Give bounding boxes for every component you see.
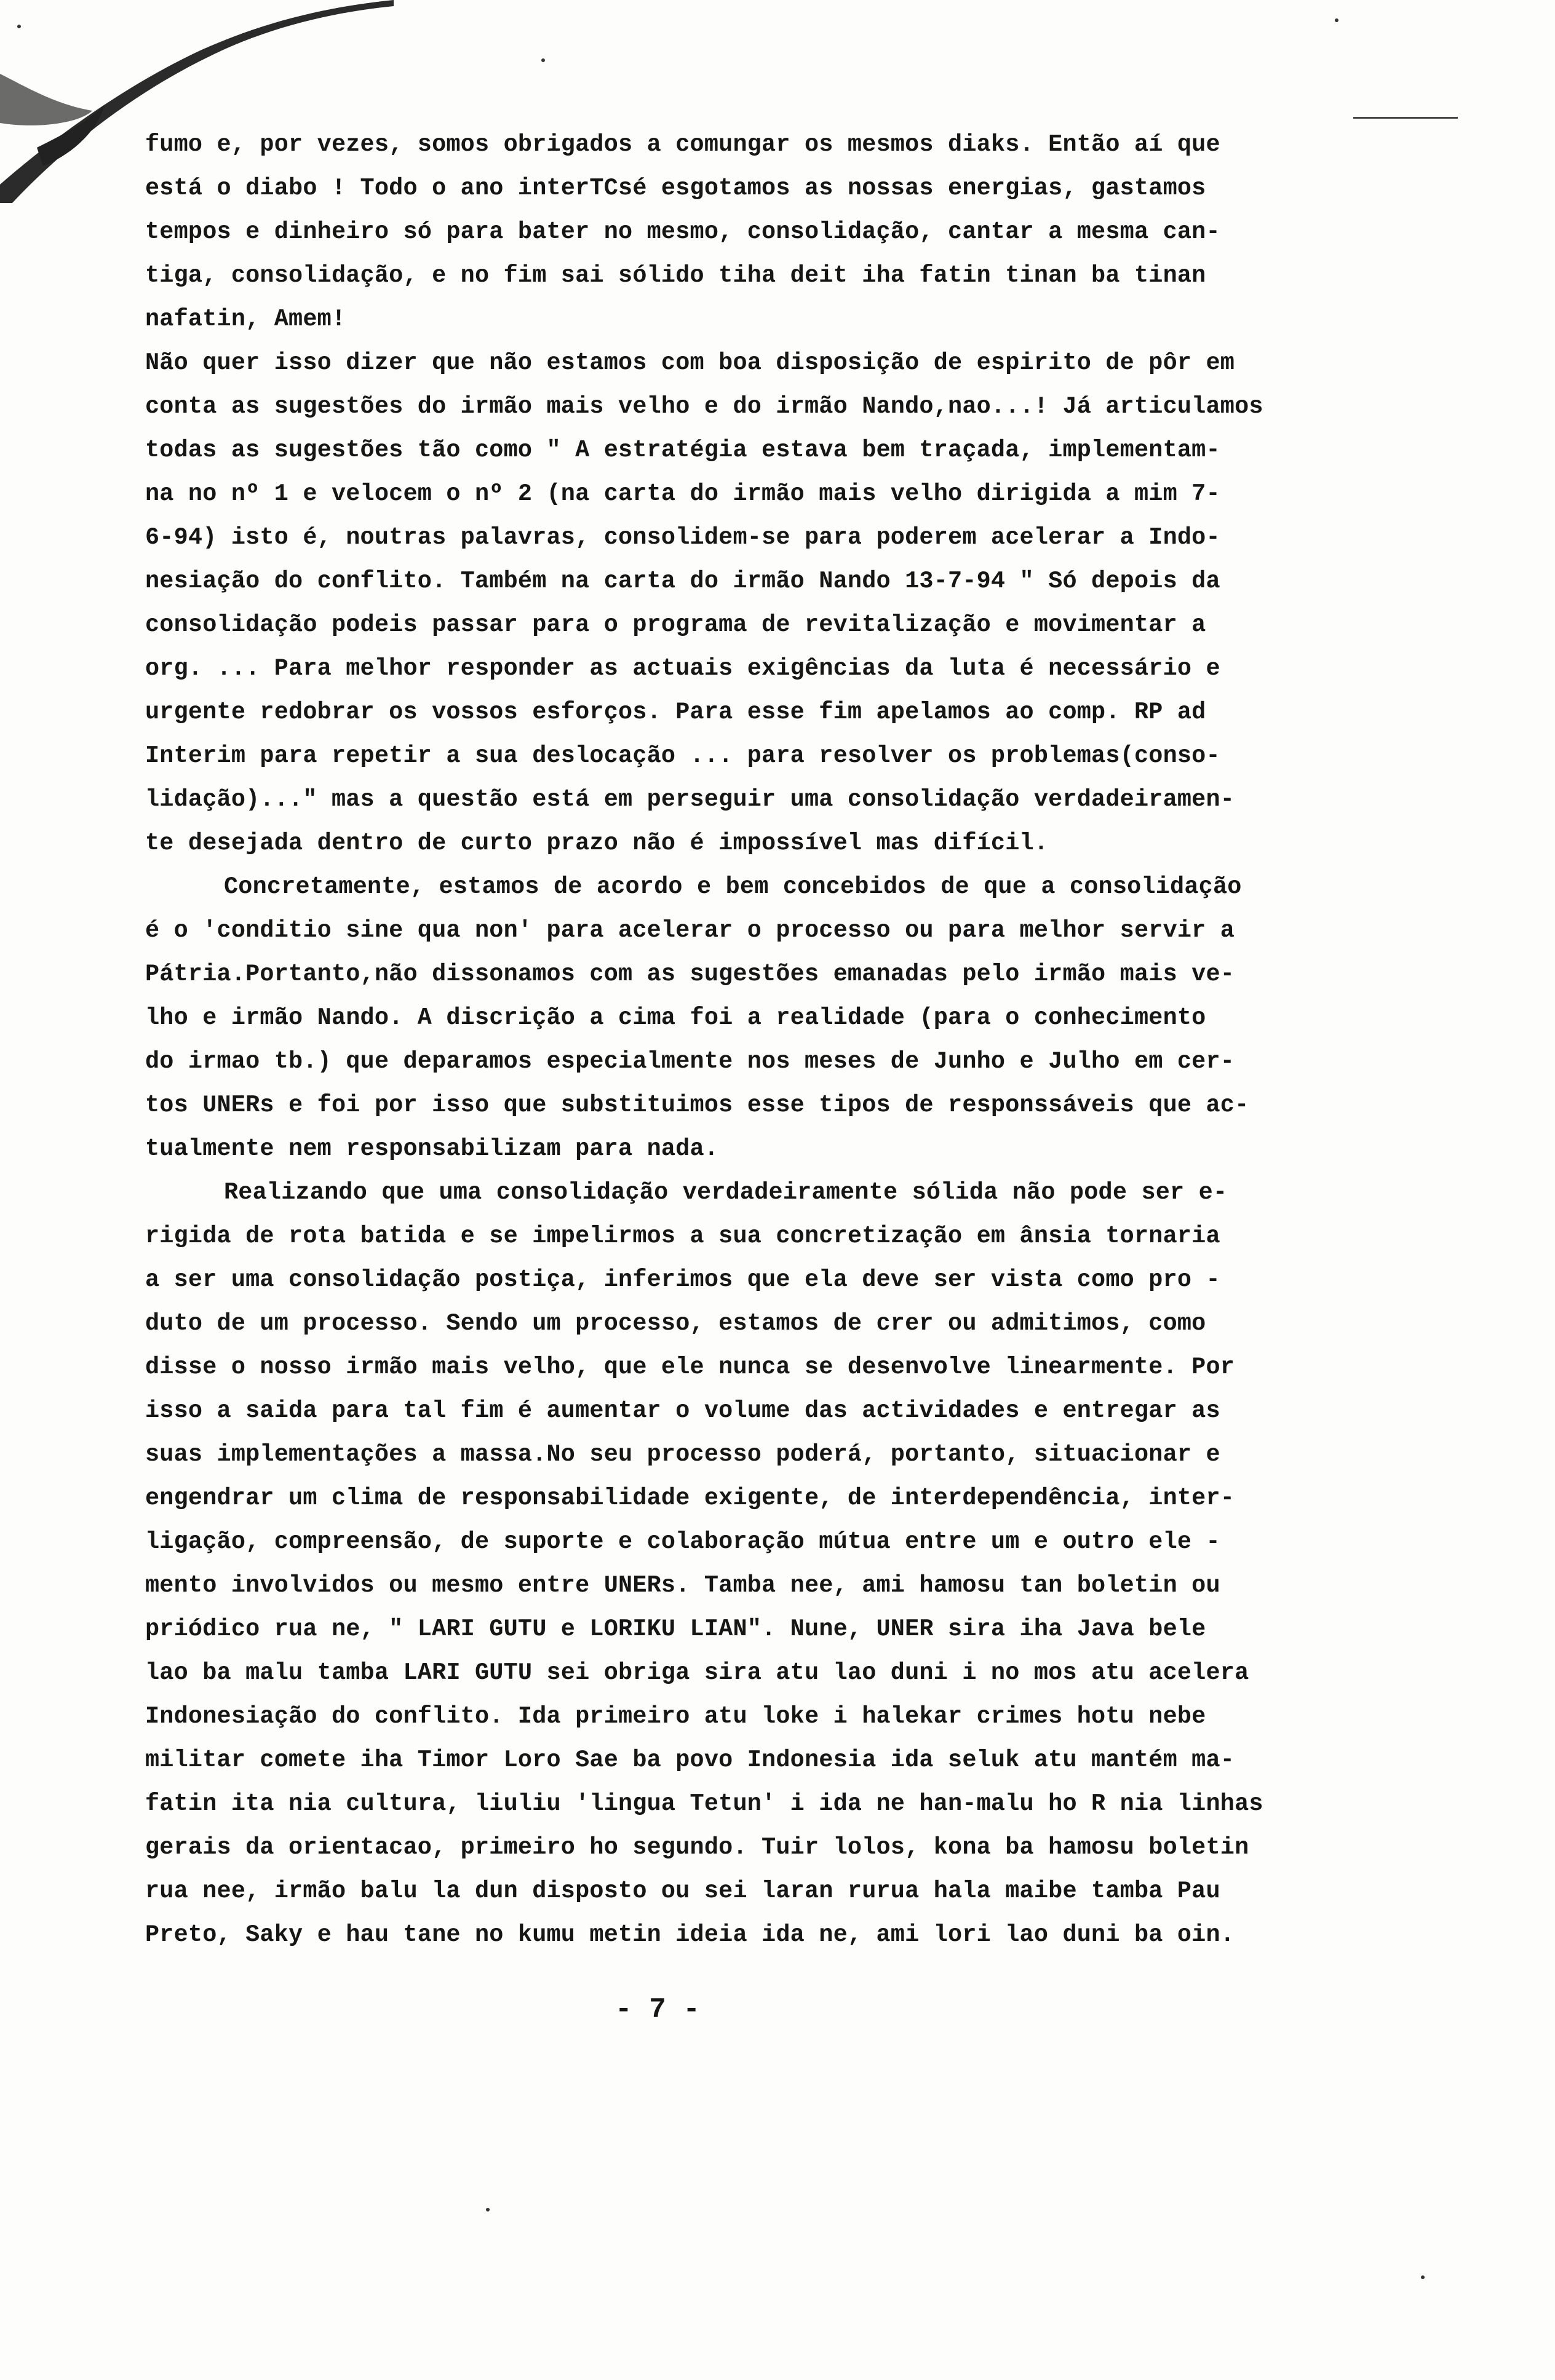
pen-stroke: [1353, 117, 1458, 119]
text-line: suas implementações a massa.No seu processo poderá, portanto, situacionar e: [145, 1441, 1220, 1468]
text-line: rigida de rota batida e se impelirmos a sua concretização em ânsia tornaria: [145, 1223, 1220, 1250]
text-line: tempos e dinheiro só para bater no mesmo, consolidação, cantar a mesma can-: [145, 218, 1220, 245]
paragraph-start-line: Concretamente, estamos de acordo e bem concebidos de que a consolidação: [224, 873, 1242, 900]
text-line: é o 'conditio sine qua non' para acelerar o processo ou para melhor servir a: [145, 917, 1235, 944]
text-line: lho e irmão Nando. A discrição a cima foi a realidade (para o conhecimento: [145, 1004, 1206, 1031]
text-line: gerais da orientacao, primeiro ho segundo. Tuir lolos, kona ba hamosu boletin: [145, 1834, 1249, 1861]
text-line: mento involvidos ou mesmo entre UNERs. Tamba nee, ami hamosu tan boletin ou: [145, 1572, 1220, 1599]
paragraph-start-line: Realizando que uma consolidação verdadeiramente sólida não pode ser e-: [224, 1179, 1228, 1206]
typewritten-body: [145, 123, 1474, 1957]
text-line: Pátria.Portanto,não dissonamos com as sugestões emanadas pelo irmão mais ve-: [145, 961, 1235, 988]
text-line: Preto, Saky e hau tane no kumu metin ideia ida ne, ami lori lao duni ba oin.: [145, 1921, 1235, 1948]
text-line: a ser uma consolidação postiça, inferimos que ela deve ser vista como pro -: [145, 1266, 1220, 1293]
text-line: urgente redobrar os vossos esforços. Para esse fim apelamos ao comp. RP ad: [145, 699, 1206, 726]
text-line: fumo e, por vezes, somos obrigados a comungar os mesmos diaks. Então aí que: [145, 131, 1220, 158]
text-line: Não quer isso dizer que não estamos com boa disposição de espirito de pôr em: [145, 349, 1235, 376]
text-line: todas as sugestões tão como " A estratégia estava bem traçada, implementam-: [145, 437, 1220, 464]
text-line: lidação)..." mas a questão está em perseguir uma consolidação verdadeiramen-: [145, 786, 1235, 813]
text-line: lao ba malu tamba LARI GUTU sei obriga sira atu lao duni i no mos atu acelera: [145, 1659, 1249, 1686]
text-line: nesiação do conflito. Também na carta do irmão Nando 13-7-94 " Só depois da: [145, 568, 1220, 595]
text-line: org. ... Para melhor responder as actuais exigências da luta é necessário e: [145, 655, 1220, 682]
page-number: - 7 -: [615, 1994, 701, 2026]
text-line: fatin ita nia cultura, liuliu 'lingua Tetun' i ida ne han-malu ho R nia linhas: [145, 1790, 1263, 1817]
text-line: isso a saida para tal fim é aumentar o volume das actividades e entregar as: [145, 1397, 1220, 1424]
text-line: rua nee, irmão balu la dun disposto ou sei laran rurua hala maibe tamba Pau: [145, 1878, 1220, 1905]
text-line: 6-94) isto é, noutras palavras, consolidem-se para poderem acelerar a Indo-: [145, 524, 1220, 551]
text-line: conta as sugestões do irmão mais velho e do irmão Nando,nao...! Já articulamos: [145, 393, 1263, 420]
text-line: ligação, compreensão, de suporte e colaboração mútua entre um e outro ele -: [145, 1528, 1220, 1555]
text-line: Interim para repetir a sua deslocação ... para resolver os problemas(conso-: [145, 742, 1220, 769]
scan-speck: [1335, 18, 1338, 22]
text-line: está o diabo ! Todo o ano interTCsé esgotamos as nossas energias, gastamos: [145, 175, 1206, 202]
text-line: duto de um processo. Sendo um processo, estamos de crer ou admitimos, como: [145, 1310, 1206, 1337]
text-line: priódico rua ne, " LARI GUTU e LORIKU LIAN". Nune, UNER sira iha Java bele: [145, 1616, 1206, 1643]
text-line: te desejada dentro de curto prazo não é impossível mas difícil.: [145, 830, 1049, 857]
text-line: engendrar um clima de responsabilidade exigente, de interdependência, inter-: [145, 1485, 1235, 1512]
scan-speck: [17, 25, 21, 28]
text-line: militar comete iha Timor Loro Sae ba povo Indonesia ida seluk atu mantém ma-: [145, 1747, 1235, 1774]
scan-speck: [541, 58, 545, 62]
text-line: disse o nosso irmão mais velho, que ele nunca se desenvolve linearmente. Por: [145, 1354, 1235, 1381]
text-line: tos UNERs e foi por isso que substituimos esse tipos de responssáveis que ac-: [145, 1092, 1249, 1119]
text-line: do irmao tb.) que deparamos especialmente nos meses de Junho e Julho em cer-: [145, 1048, 1235, 1075]
text-line: consolidação podeis passar para o programa de revitalização e movimentar a: [145, 611, 1206, 638]
text-line: nafatin, Amem!: [145, 306, 346, 333]
text-line: tiga, consolidação, e no fim sai sólido tiha deit iha fatin tinan ba tinan: [145, 262, 1206, 289]
text-line: Indonesiação do conflito. Ida primeiro atu loke i halekar crimes hotu nebe: [145, 1703, 1206, 1730]
text-line: na no nº 1 e velocem o nº 2 (na carta do irmão mais velho dirigida a mim 7-: [145, 480, 1220, 507]
text-line: tualmente nem responsabilizam para nada.: [145, 1135, 719, 1162]
scan-speck: [486, 2208, 490, 2211]
scan-speck: [1421, 2275, 1425, 2279]
